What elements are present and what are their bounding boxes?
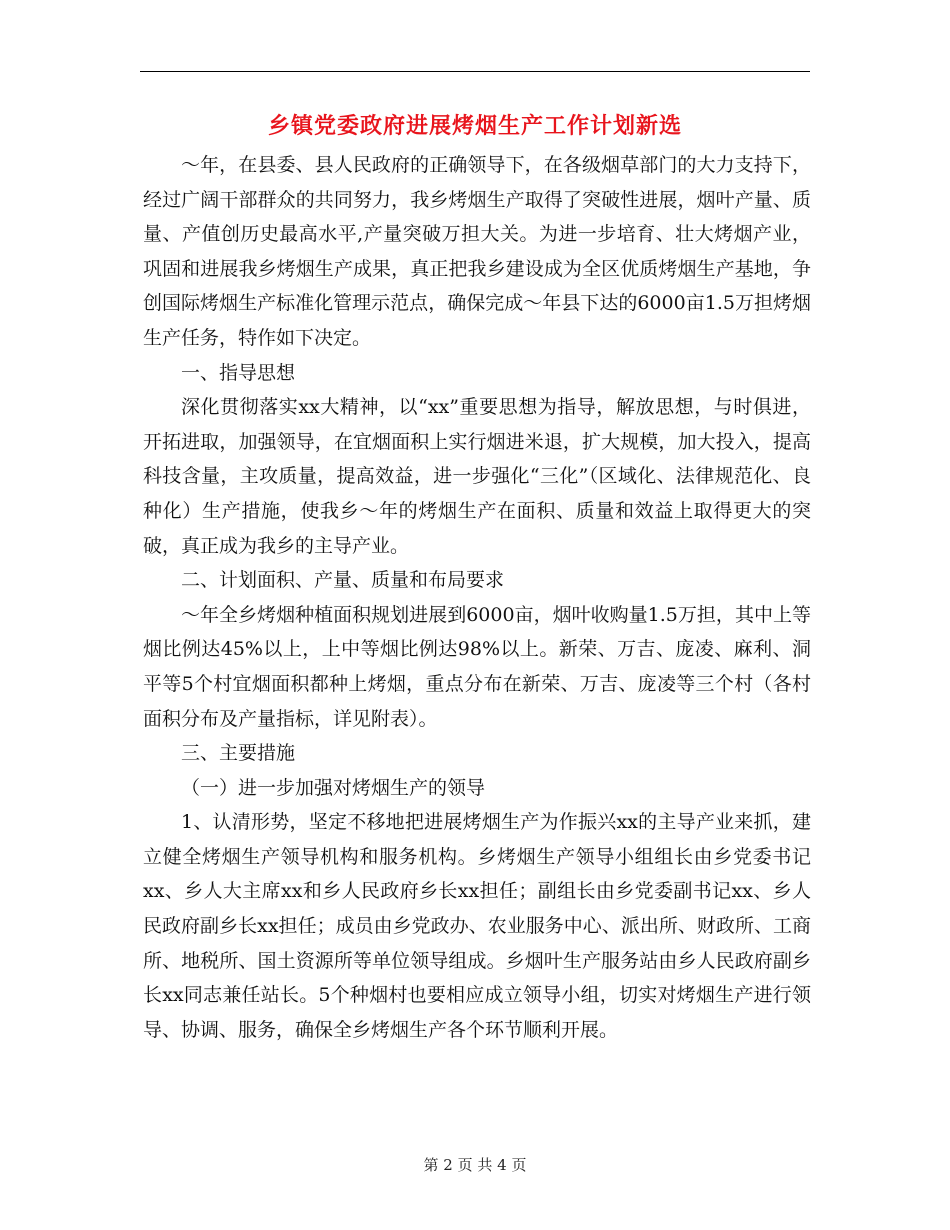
header-rule bbox=[140, 71, 810, 72]
guiding-ideology-paragraph: 深化贯彻落实xx大精神，以“xx”重要思想为指导，解放思想，与时俱进，开拓进取，加强领导，在宜烟面积上实行烟进米退，扩大规模，加大投入，提高科技含量，主攻质量，提高效益，进一步强化“三化”（区域化、法律规范化、良种化）生产措施，使我乡～年的烤烟生产在面积、质量和效益上取得更大的突破，真正成为我乡的主导产业。 bbox=[143, 396, 811, 557]
footer-middle: 页 共 bbox=[457, 1156, 493, 1174]
leadership-paragraph: 1、认清形势，坚定不移地把进展烤烟生产为作振兴xx的主导产业来抓，建立健全烤烟生产领导机构和服务机构。乡烤烟生产领导小组组长由乡党委书记xx、乡人大主席xx和乡人民政府乡长xx担任；副组长由乡党委副书记xx、乡人民政府副乡长xx担任；成员由乡党政办、农业服务中心、派出所、财政所、工商所、地税所、国土资源所等单位领导组成。乡烟叶生产服务站由乡人民政府副乡长xx同志兼任站长。5个种烟村也要相应成立领导小组，切实对烤烟生产进行领导、协调、服务，确保全乡烤烟生产各个环节顺利开展。 bbox=[143, 811, 811, 1041]
subsection-heading-leadership: （一）进一步加强对烤烟生产的领导 bbox=[181, 776, 486, 799]
footer-current-page: 2 bbox=[443, 1156, 453, 1174]
page-footer bbox=[0, 1154, 950, 1176]
section-heading-main-measures: 三、主要措施 bbox=[181, 742, 296, 765]
footer-total-pages: 4 bbox=[497, 1156, 507, 1174]
footer-prefix: 第 bbox=[423, 1156, 439, 1174]
section-heading-guiding-ideology: 一、指导思想 bbox=[181, 361, 296, 384]
document-body bbox=[143, 148, 811, 1047]
footer-suffix: 页 bbox=[511, 1156, 527, 1174]
intro-paragraph: ～年，在县委、县人民政府的正确领导下，在各级烟草部门的大力支持下，经过广阔干部群众的共同努力，我乡烤烟生产取得了突破性进展，烟叶产量、质量、产值创历史最高水平,产量突破万担大关。为进一步培育、壮大烤烟产业，巩固和进展我乡烤烟生产成果，真正把我乡建设成为全区优质烤烟生产基地，争创国际烤烟生产标准化管理示范点，确保完成～年县下达的6000亩1.5万担烤烟生产任务，特作如下决定。 bbox=[143, 154, 811, 349]
plan-requirements-paragraph: ～年全乡烤烟种植面积规划进展到6000亩，烟叶收购量1.5万担，其中上等烟比例达45%以上，上中等烟比例达98%以上。新荣、万吉、庞凌、麻利、洞平等5个村宜烟面积都种上烤烟，重点分布在新荣、万吉、庞凌等三个村（各村面积分布及产量指标，详见附表）。 bbox=[143, 603, 811, 730]
section-heading-plan-requirements: 二、计划面积、产量、质量和布局要求 bbox=[181, 569, 505, 592]
document-title: 乡镇党委政府进展烤烟生产工作计划新选 bbox=[267, 113, 682, 139]
